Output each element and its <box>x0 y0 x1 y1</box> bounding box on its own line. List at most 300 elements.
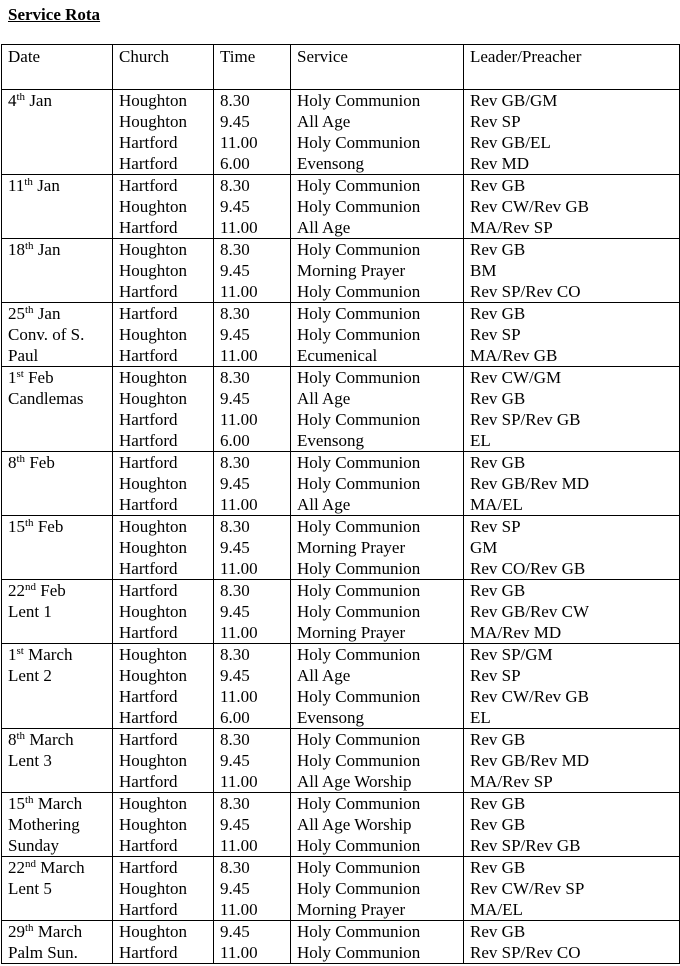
leader-name: Rev SP <box>470 666 521 685</box>
service-time: 8.30 <box>220 304 250 323</box>
service-name: Morning Prayer <box>297 623 406 642</box>
church-name: Houghton <box>119 112 187 131</box>
church-name: Houghton <box>119 517 187 536</box>
church-name: Hartford <box>119 943 178 962</box>
time-cell <box>214 857 291 921</box>
date-note: Candlemas <box>8 389 84 408</box>
service-name: Holy Communion <box>297 922 421 941</box>
leader-cell <box>464 793 680 857</box>
date-ordinal-suffix: th <box>25 794 34 806</box>
date-label <box>8 729 112 750</box>
leader-name: BM <box>470 261 497 280</box>
leader-name: EL <box>470 431 491 450</box>
service-name: Holy Communion <box>297 474 421 493</box>
service-time: 9.45 <box>220 815 250 834</box>
leader-name: Rev SP/Rev GB <box>470 836 581 855</box>
leader-cell <box>464 580 680 644</box>
date-day: 8 <box>8 730 17 749</box>
time-column-header: Time <box>214 45 291 90</box>
service-time: 8.30 <box>220 91 250 110</box>
church-name: Houghton <box>119 474 187 493</box>
leader-cell <box>464 175 680 239</box>
date-month: Jan <box>37 304 61 323</box>
service-cell <box>291 857 464 921</box>
leader-name: Rev GB <box>470 858 526 877</box>
service-name: All Age <box>297 495 351 514</box>
service-time: 8.30 <box>220 858 250 877</box>
service-name: Holy Communion <box>297 176 421 195</box>
church-name: Hartford <box>119 304 178 323</box>
page-title: Service Rota <box>8 5 101 24</box>
date-column-header: Date <box>2 45 113 90</box>
header-row <box>2 45 680 90</box>
leader-name: Rev GB <box>470 389 526 408</box>
service-name: Ecumenical <box>297 346 378 365</box>
church-name: Hartford <box>119 282 178 301</box>
leader-name: Rev SP <box>470 517 521 536</box>
service-name: Holy Communion <box>297 943 421 962</box>
week-row <box>2 729 680 793</box>
leader-column-header: Leader/Preacher <box>464 45 680 90</box>
service-name: Holy Communion <box>297 879 421 898</box>
church-column-header: Church <box>113 45 214 90</box>
leader-cell <box>464 452 680 516</box>
church-cell <box>113 90 214 175</box>
service-time: 9.45 <box>220 261 250 280</box>
service-name: Holy Communion <box>297 517 421 536</box>
church-name: Hartford <box>119 431 178 450</box>
service-name: Holy Communion <box>297 559 421 578</box>
service-time: 8.30 <box>220 645 250 664</box>
church-name: Hartford <box>119 858 178 877</box>
week-row <box>2 90 680 175</box>
leader-name: Rev GB <box>470 730 526 749</box>
date-note: Lent 5 <box>8 879 52 898</box>
service-time: 11.00 <box>220 772 258 791</box>
leader-name: MA/Rev SP <box>470 218 553 237</box>
week-row <box>2 580 680 644</box>
time-cell <box>214 921 291 964</box>
service-name: Morning Prayer <box>297 261 406 280</box>
date-cell <box>2 367 113 452</box>
leader-name: Rev GB/Rev MD <box>470 474 589 493</box>
date-day: 15 <box>8 794 25 813</box>
service-time: 11.00 <box>220 559 258 578</box>
week-row <box>2 303 680 367</box>
leader-name: Rev SP/GM <box>470 645 553 664</box>
church-name: Houghton <box>119 751 187 770</box>
service-cell <box>291 644 464 729</box>
service-name: Holy Communion <box>297 282 421 301</box>
date-label <box>8 90 112 111</box>
date-day: 15 <box>8 517 25 536</box>
church-name: Houghton <box>119 325 187 344</box>
service-time: 9.45 <box>220 751 250 770</box>
week-row <box>2 452 680 516</box>
date-ordinal-suffix: th <box>16 730 26 742</box>
date-label <box>8 303 112 324</box>
service-cell <box>291 239 464 303</box>
leader-name: Rev SP/Rev CO <box>470 943 581 962</box>
leader-name: GM <box>470 538 498 557</box>
date-cell <box>2 793 113 857</box>
week-row <box>2 644 680 729</box>
service-name: All Age Worship <box>297 815 412 834</box>
date-month: Jan <box>37 176 60 195</box>
service-name: Holy Communion <box>297 133 421 152</box>
church-name: Houghton <box>119 368 187 387</box>
service-time: 9.45 <box>220 325 250 344</box>
date-month: March <box>40 858 85 877</box>
leader-name: MA/EL <box>470 900 523 919</box>
service-time: 11.00 <box>220 623 258 642</box>
date-ordinal-suffix: st <box>16 645 24 657</box>
church-name: Houghton <box>119 389 187 408</box>
leader-name: Rev GB <box>470 240 526 259</box>
church-cell <box>113 303 214 367</box>
service-name: Holy Communion <box>297 645 421 664</box>
date-note: Lent 3 <box>8 751 52 770</box>
leader-name: Rev GB/Rev CW <box>470 602 589 621</box>
time-cell <box>214 175 291 239</box>
church-name: Hartford <box>119 133 178 152</box>
leader-cell <box>464 90 680 175</box>
time-cell <box>214 367 291 452</box>
church-cell <box>113 644 214 729</box>
leader-name: Rev SP/Rev GB <box>470 410 581 429</box>
church-name: Hartford <box>119 218 178 237</box>
church-name: Houghton <box>119 261 187 280</box>
service-name: Holy Communion <box>297 730 421 749</box>
leader-name: EL <box>470 708 491 727</box>
service-time: 6.00 <box>220 154 250 173</box>
date-label <box>8 452 112 473</box>
service-name: All Age <box>297 112 351 131</box>
date-ordinal-suffix: th <box>25 517 34 529</box>
church-name: Hartford <box>119 410 178 429</box>
service-cell <box>291 921 464 964</box>
service-time: 9.45 <box>220 666 250 685</box>
service-name: Evensong <box>297 431 365 450</box>
service-time: 9.45 <box>220 879 250 898</box>
church-name: Hartford <box>119 495 178 514</box>
service-time: 8.30 <box>220 240 250 259</box>
date-cell <box>2 239 113 303</box>
service-cell <box>291 452 464 516</box>
week-row <box>2 921 680 964</box>
date-day: 25 <box>8 304 25 323</box>
service-name: All Age <box>297 666 351 685</box>
service-time: 11.00 <box>220 346 258 365</box>
service-name: Holy Communion <box>297 325 421 344</box>
service-time: 8.30 <box>220 581 250 600</box>
church-name: Hartford <box>119 346 178 365</box>
date-note: Conv. of S. <box>8 325 85 344</box>
service-column-header: Service <box>291 45 464 90</box>
time-cell <box>214 580 291 644</box>
service-name: Holy Communion <box>297 453 421 472</box>
date-day: 11 <box>8 176 25 195</box>
service-time: 8.30 <box>220 794 250 813</box>
service-rota-table <box>1 44 680 964</box>
leader-name: MA/Rev SP <box>470 772 553 791</box>
service-name: Morning Prayer <box>297 900 406 919</box>
service-time: 11.00 <box>220 495 258 514</box>
date-note: Palm Sun. <box>8 943 78 962</box>
church-cell <box>113 452 214 516</box>
leader-name: Rev GB <box>470 304 526 323</box>
service-name: Holy Communion <box>297 240 421 259</box>
service-cell <box>291 303 464 367</box>
date-label <box>8 516 112 537</box>
church-cell <box>113 921 214 964</box>
service-time: 8.30 <box>220 517 250 536</box>
leader-cell <box>464 516 680 580</box>
church-cell <box>113 175 214 239</box>
service-time: 8.30 <box>220 368 250 387</box>
date-cell <box>2 857 113 921</box>
service-time: 11.00 <box>220 943 258 962</box>
church-name: Hartford <box>119 730 178 749</box>
service-time: 8.30 <box>220 176 250 195</box>
date-label <box>8 644 112 665</box>
date-cell <box>2 516 113 580</box>
leader-name: Rev GB/Rev MD <box>470 751 589 770</box>
date-note: Mothering <box>8 815 80 834</box>
leader-cell <box>464 921 680 964</box>
date-month: March <box>37 794 83 813</box>
week-row <box>2 239 680 303</box>
time-cell <box>214 90 291 175</box>
leader-name: Rev CW/Rev GB <box>470 687 589 706</box>
service-time: 11.00 <box>220 900 258 919</box>
service-time: 8.30 <box>220 453 250 472</box>
date-month: Feb <box>28 368 54 387</box>
church-name: Houghton <box>119 794 187 813</box>
date-ordinal-suffix: th <box>24 176 33 188</box>
date-month: Jan <box>29 91 52 110</box>
service-time: 6.00 <box>220 708 250 727</box>
service-name: Holy Communion <box>297 368 421 387</box>
leader-name: Rev SP/Rev CO <box>470 282 581 301</box>
time-cell <box>214 644 291 729</box>
church-name: Hartford <box>119 559 178 578</box>
date-day: 8 <box>8 453 17 472</box>
church-name: Hartford <box>119 453 178 472</box>
church-cell <box>113 793 214 857</box>
church-name: Houghton <box>119 879 187 898</box>
service-cell <box>291 367 464 452</box>
church-name: Houghton <box>119 538 187 557</box>
service-cell <box>291 175 464 239</box>
date-month: Jan <box>37 240 61 259</box>
service-time: 11.00 <box>220 133 258 152</box>
service-time: 9.45 <box>220 197 250 216</box>
service-name: Holy Communion <box>297 751 421 770</box>
service-time: 11.00 <box>220 687 258 706</box>
date-month: March <box>29 730 74 749</box>
date-cell <box>2 644 113 729</box>
church-name: Houghton <box>119 815 187 834</box>
leader-name: Rev GB <box>470 453 526 472</box>
leader-name: Rev CO/Rev GB <box>470 559 586 578</box>
leader-cell <box>464 239 680 303</box>
date-month: March <box>28 645 73 664</box>
church-name: Hartford <box>119 154 178 173</box>
date-ordinal-suffix: nd <box>25 858 36 870</box>
service-name: Holy Communion <box>297 687 421 706</box>
service-time: 6.00 <box>220 431 250 450</box>
week-row <box>2 793 680 857</box>
service-time: 11.00 <box>220 410 258 429</box>
date-ordinal-suffix: th <box>16 453 26 465</box>
leader-cell <box>464 857 680 921</box>
church-name: Hartford <box>119 772 178 791</box>
leader-name: Rev GB <box>470 922 526 941</box>
church-cell <box>113 857 214 921</box>
date-month: Feb <box>29 453 55 472</box>
date-note: Sunday <box>8 836 59 855</box>
church-cell <box>113 729 214 793</box>
leader-name: Rev SP <box>470 112 521 131</box>
time-cell <box>214 516 291 580</box>
church-name: Houghton <box>119 91 187 110</box>
date-day: 4 <box>8 91 17 110</box>
service-time: 9.45 <box>220 922 250 941</box>
week-row <box>2 367 680 452</box>
church-name: Hartford <box>119 687 178 706</box>
date-label <box>8 921 112 942</box>
service-name: Holy Communion <box>297 410 421 429</box>
church-name: Hartford <box>119 708 178 727</box>
date-label <box>8 367 112 388</box>
date-note: Paul <box>8 346 39 365</box>
service-cell <box>291 580 464 644</box>
date-note: Lent 1 <box>8 602 52 621</box>
service-name: Evensong <box>297 154 365 173</box>
service-name: Holy Communion <box>297 602 421 621</box>
leader-name: MA/EL <box>470 495 523 514</box>
date-month: March <box>37 922 83 941</box>
service-name: Holy Communion <box>297 858 421 877</box>
date-note: Lent 2 <box>8 666 52 685</box>
date-label <box>8 580 112 601</box>
service-time: 11.00 <box>220 218 258 237</box>
date-label <box>8 793 112 814</box>
date-ordinal-suffix: th <box>25 922 34 934</box>
service-cell <box>291 90 464 175</box>
service-cell <box>291 516 464 580</box>
date-month: Feb <box>37 517 64 536</box>
date-label <box>8 239 112 260</box>
leader-cell <box>464 367 680 452</box>
date-ordinal-suffix: th <box>25 304 34 316</box>
service-name: Holy Communion <box>297 836 421 855</box>
service-time: 9.45 <box>220 112 250 131</box>
date-cell <box>2 729 113 793</box>
church-name: Hartford <box>119 581 178 600</box>
leader-cell <box>464 303 680 367</box>
service-name: Evensong <box>297 708 365 727</box>
date-month: Feb <box>40 581 66 600</box>
service-name: Holy Communion <box>297 581 421 600</box>
leader-name: MA/Rev GB <box>470 346 558 365</box>
service-name: Morning Prayer <box>297 538 406 557</box>
rota-body <box>2 90 680 964</box>
date-ordinal-suffix: st <box>16 368 24 380</box>
service-time: 9.45 <box>220 602 250 621</box>
leader-name: Rev GB <box>470 176 526 195</box>
time-cell <box>214 303 291 367</box>
date-day: 18 <box>8 240 25 259</box>
date-day: 22 <box>8 581 25 600</box>
date-day: 1 <box>8 368 17 387</box>
date-cell <box>2 452 113 516</box>
week-row <box>2 857 680 921</box>
date-cell <box>2 175 113 239</box>
church-name: Houghton <box>119 645 187 664</box>
church-name: Houghton <box>119 666 187 685</box>
date-day: 1 <box>8 645 17 664</box>
leader-name: Rev GB <box>470 815 526 834</box>
service-name: All Age Worship <box>297 772 412 791</box>
week-row <box>2 175 680 239</box>
church-name: Hartford <box>119 900 178 919</box>
time-cell <box>214 793 291 857</box>
date-cell <box>2 580 113 644</box>
date-label <box>8 857 112 878</box>
time-cell <box>214 729 291 793</box>
service-name: Holy Communion <box>297 197 421 216</box>
service-time: 8.30 <box>220 730 250 749</box>
date-cell <box>2 90 113 175</box>
leader-name: Rev GB <box>470 794 526 813</box>
church-name: Hartford <box>119 176 178 195</box>
date-day: 29 <box>8 922 25 941</box>
leader-name: Rev GB/GM <box>470 91 558 110</box>
church-name: Hartford <box>119 836 178 855</box>
church-name: Houghton <box>119 240 187 259</box>
leader-name: Rev CW/Rev SP <box>470 879 585 898</box>
leader-cell <box>464 644 680 729</box>
church-name: Houghton <box>119 922 187 941</box>
date-day: 22 <box>8 858 25 877</box>
date-ordinal-suffix: th <box>25 240 34 252</box>
time-cell <box>214 239 291 303</box>
service-name: Holy Communion <box>297 91 421 110</box>
service-name: All Age <box>297 389 351 408</box>
leader-name: Rev CW/GM <box>470 368 562 387</box>
leader-name: Rev MD <box>470 154 530 173</box>
church-name: Hartford <box>119 623 178 642</box>
service-cell <box>291 729 464 793</box>
leader-name: Rev GB <box>470 581 526 600</box>
service-time: 11.00 <box>220 836 258 855</box>
week-row <box>2 516 680 580</box>
service-time: 9.45 <box>220 389 250 408</box>
church-cell <box>113 516 214 580</box>
leader-cell <box>464 729 680 793</box>
service-name: Holy Communion <box>297 304 421 323</box>
service-time: 9.45 <box>220 474 250 493</box>
leader-name: Rev GB/EL <box>470 133 551 152</box>
leader-name: MA/Rev MD <box>470 623 562 642</box>
church-cell <box>113 580 214 644</box>
date-ordinal-suffix: nd <box>25 581 36 593</box>
service-time: 11.00 <box>220 282 258 301</box>
service-name: Holy Communion <box>297 794 421 813</box>
date-label <box>8 175 112 196</box>
